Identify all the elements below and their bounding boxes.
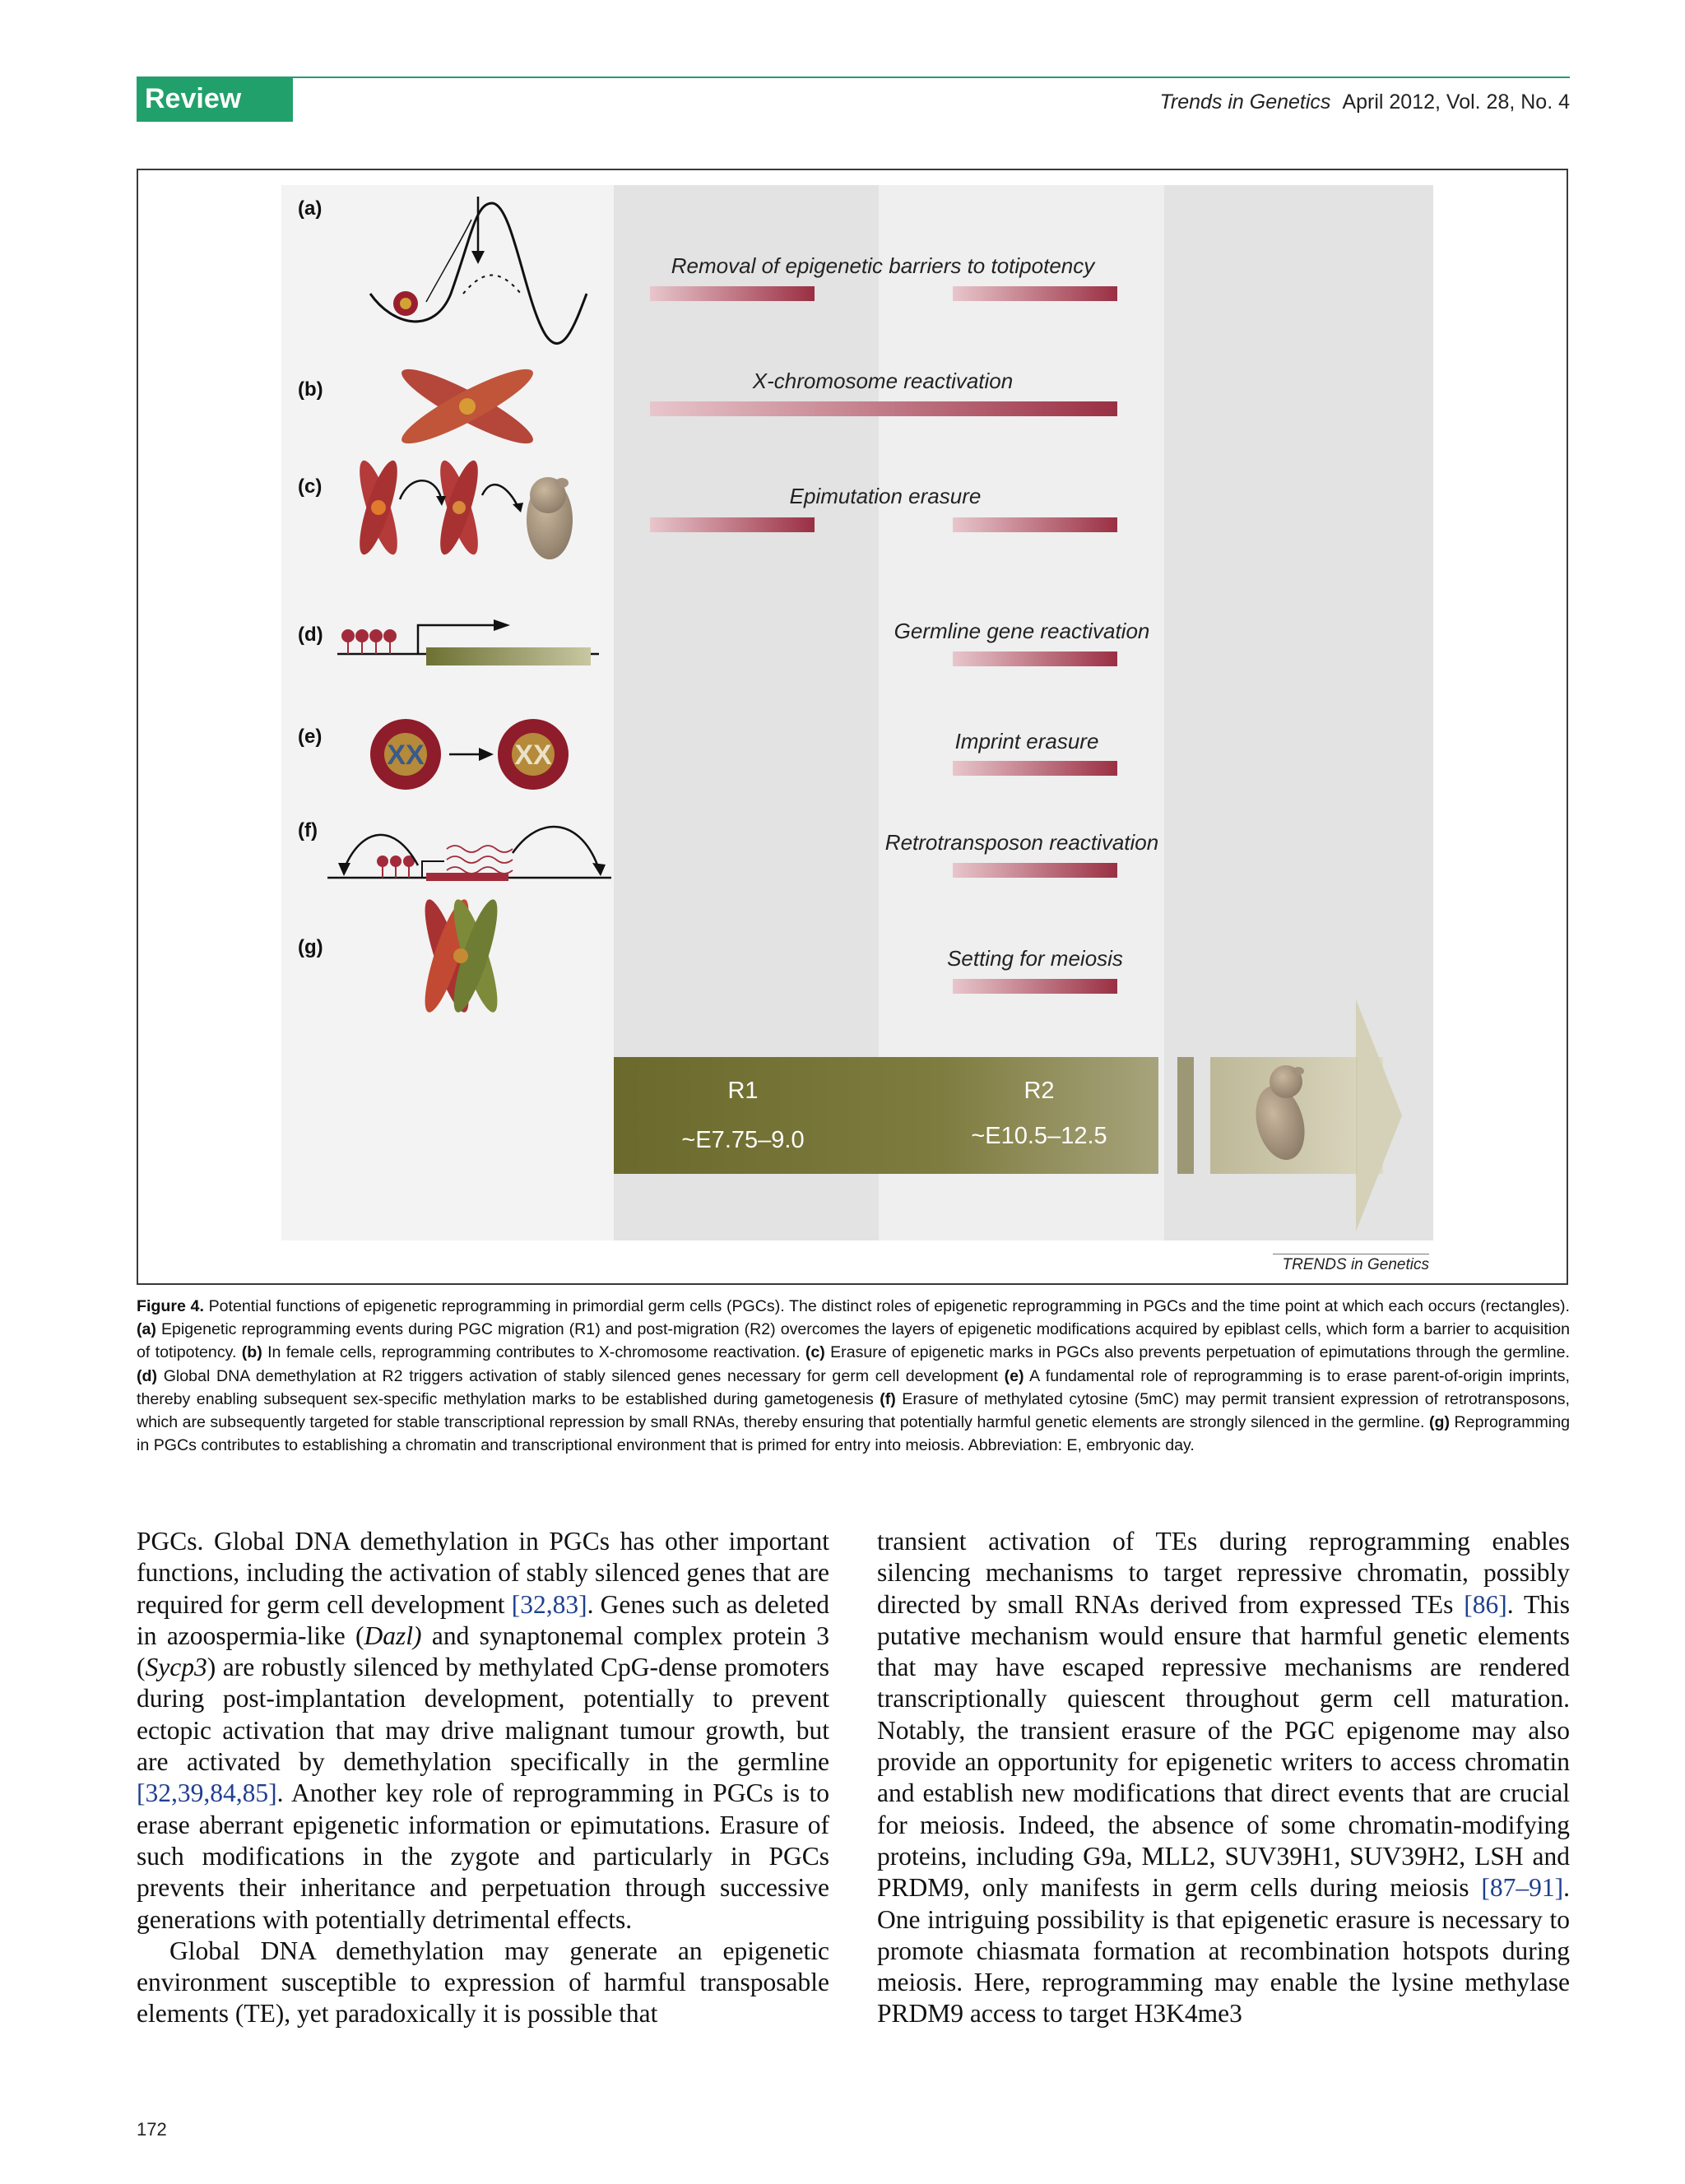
citation-link[interactable]: [32,83]: [511, 1589, 587, 1619]
panel-label-e: (e): [298, 726, 323, 748]
body-text: and synaptonemal complex protein 3 (: [137, 1621, 829, 1682]
section-tag: Review: [137, 78, 293, 122]
panel-label-d: (d): [298, 624, 323, 646]
caption-text-a: Epigenetic reprogramming events during PGC migration (R1) and post-migration (R2) overcomes the layers of epigenetic modifications acquired by epiblast cells, which form a barrier to acquisition of totipotency.: [137, 1320, 1570, 1362]
panel-label-a: (a): [298, 197, 323, 220]
caption-label: Figure 4.: [137, 1297, 204, 1315]
svg-text:XX: XX: [514, 740, 552, 771]
body-paragraph: [137, 1526, 829, 1936]
event-label-epimutation: Epimutation erasure: [789, 484, 982, 508]
caption-key-g: (g): [1428, 1413, 1450, 1432]
bar-retrotransposon: [953, 863, 1117, 878]
figure-4: [137, 169, 1568, 1285]
panel-label-f: (f): [298, 819, 318, 842]
caption-key-f: (f): [880, 1389, 896, 1408]
caption-intro: Potential functions of epigenetic reprogramming in primordial germ cells (PGCs). The distinct roles of epigenetic reprogramming in PGCs and the time point at which each occurs (rectangles).: [208, 1297, 1570, 1315]
event-label-retrotransposon: Retrotransposon reactivation: [884, 830, 1159, 855]
body-text: transient activation of TEs during reprogramming enables silencing mechanisms to target repressive chromatin, possibly directed by small RNAs derived from expressed TEs: [877, 1527, 1570, 1619]
bar-epimutation-r1: [650, 517, 815, 532]
bar-imprint: [953, 761, 1117, 776]
stage-r2-time: ~E10.5–12.5: [971, 1123, 1107, 1149]
panel-label-c: (c): [298, 475, 323, 498]
body-column-right: [877, 1526, 1570, 2030]
event-label-meiosis: Setting for meiosis: [947, 946, 1123, 971]
panel-label-b: (b): [298, 378, 323, 401]
citation-link[interactable]: [32,39,84,85]: [137, 1778, 277, 1808]
body-paragraph: [877, 1526, 1570, 2030]
body-text: PGCs. Global DNA demethylation in PGCs has other important functions, including the activation of stably silenced genes that are required for germ cell development: [137, 1527, 829, 1619]
caption-key-a: (a): [137, 1320, 156, 1339]
caption-key-e: (e): [1004, 1366, 1024, 1385]
gene-name: Sycp3: [145, 1653, 207, 1682]
body-text: . One intriguing possibility is that epigenetic erasure is necessary to promote chiasmata formation at recombination hotspots during meiosis. Here, reprogramming may enable the lysine methylase PRDM9 access to target H3K4me3: [877, 1873, 1570, 2029]
citation-link[interactable]: [87–91]: [1481, 1873, 1564, 1903]
svg-text:XX: XX: [387, 740, 425, 771]
event-label-germline-gene: Germline gene reactivation: [894, 619, 1150, 643]
stage-r1-time: ~E7.75–9.0: [681, 1127, 805, 1153]
header-rule: [137, 77, 1570, 78]
bar-epimutation-r2: [953, 517, 1117, 532]
body-text: ) are robustly silenced by methylated CpG-dense promoters during post-implantation development, potentially to prevent ectopic activation that may drive malignant tumour growth, but are activated by demethylation specifically in the germline: [137, 1653, 829, 1777]
caption-text-e: A fundamental role of reprogramming is to erase parent-of-origin imprints, thereby enabling subsequent sex-specific methylation marks to be established during gametogenesis: [137, 1366, 1571, 1408]
body-text: . This putative mechanism would ensure that harmful genetic elements that may have escaped repressive mechanisms are rendered transcriptionally quiescent throughout germ cell maturation. Notably, the transient erasure of the PGC epigenome may also provide an opportunity for epigenetic writers to access chromatin and establish new modifications that direct events that are crucial for meiosis. Indeed, the absence of some chromatin-modifying proteins, including G9a, MLL2, SUV39H1, SUV39H2, LSH and PRDM9, only manifests in germ cells during meiosis: [877, 1589, 1570, 1903]
caption-text-g: Reprogramming in PGCs contributes to establishing a chromatin and transcriptional environment that is primed for entry into meiosis. Abbreviation: E, embryonic day.: [137, 1413, 1570, 1455]
journal-name: Trends in Genetics: [1159, 90, 1331, 114]
caption-text-b: In female cells, reprogramming contributes to X-chromosome reactivation.: [267, 1343, 801, 1362]
caption-text-f: Erasure of methylated cytosine (5mC) may permit transient expression of retrotransposons, which are subsequently targeted for stable transcriptional repression by small RNAs, thereby ensuring that potentially harmful genetic elements are strongly silenced in the germline.: [137, 1389, 1571, 1432]
event-label-x-reactivation: X-chromosome reactivation: [752, 369, 1014, 393]
gene-name: Dazl): [364, 1621, 422, 1650]
event-label-totipotency: Removal of epigenetic barriers to totipotency: [671, 253, 1095, 278]
caption-key-d: (d): [137, 1366, 158, 1385]
page-number: 172: [137, 2119, 167, 2140]
body-text: . Genes such as deleted in azoospermia-like (: [137, 1589, 829, 1650]
bar-meiosis: [953, 979, 1117, 994]
body-column-left: [137, 1526, 829, 2030]
bar-germline-gene: [953, 651, 1117, 666]
panel-label-g: (g): [298, 936, 323, 958]
stage-r2-name: R2: [1024, 1078, 1055, 1104]
body-text: . Another key role of reprogramming in PGCs is to erase aberrant epigenetic information or epimutations. Erasure of such modifications in the zygote and particularly in PGCs prevents their inheritance and perpetuation through successive generations with potentially detrimental effects.: [137, 1778, 829, 1934]
bar-totipotency-r1: [650, 286, 815, 301]
figure-illustration: [138, 170, 1570, 1287]
caption-text-d: Global DNA demethylation at R2 triggers activation of stably silenced genes necessary for germ cell development: [163, 1366, 998, 1385]
caption-key-c: (c): [805, 1343, 825, 1362]
event-label-imprint: Imprint erasure: [954, 729, 1099, 754]
bar-x-reactivation: [650, 401, 1117, 416]
journal-issue: April 2012, Vol. 28, No. 4: [1342, 90, 1570, 114]
bar-totipotency-r2: [953, 286, 1117, 301]
figure-caption: [137, 1295, 1570, 1457]
body-paragraph: Global DNA demethylation may generate an epigenetic environment susceptible to expression of harmful transposable elements (TE), yet paradoxically it is possible that: [137, 1936, 829, 2029]
citation-link[interactable]: [86]: [1464, 1589, 1507, 1619]
caption-text-c: Erasure of epigenetic marks in PGCs also prevents perpetuation of epimutations through the germline.: [830, 1343, 1570, 1362]
caption-key-b: (b): [241, 1343, 262, 1362]
figure-credit: TRENDS in Genetics: [1273, 1254, 1429, 1274]
stage-r1-name: R1: [727, 1078, 759, 1104]
journal-citation: [1159, 90, 1570, 114]
